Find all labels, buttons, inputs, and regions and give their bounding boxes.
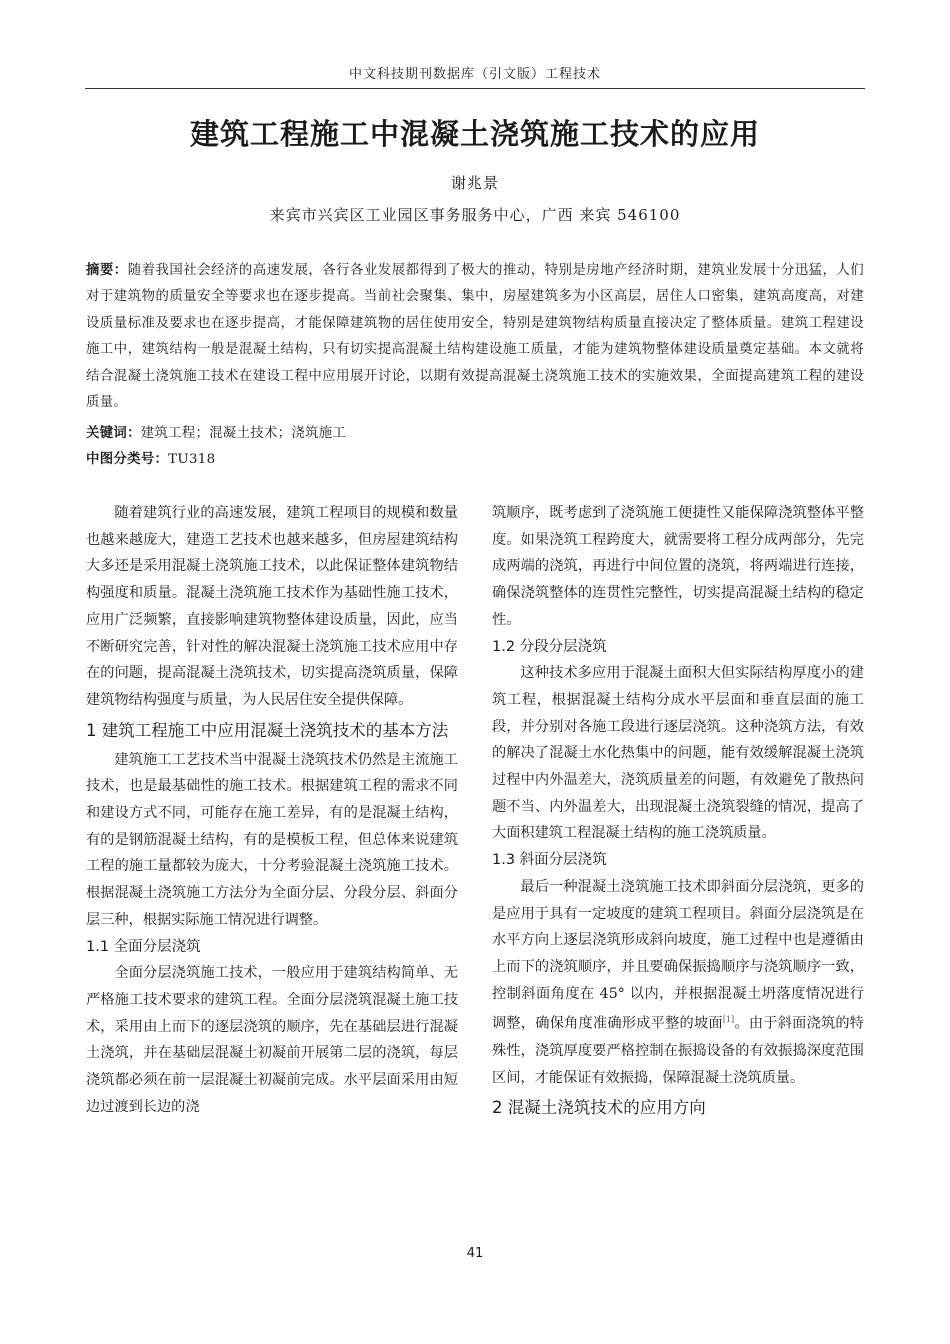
author-affiliation: 来宾市兴宾区工业园区事务服务中心，广西 来宾 546100 — [269, 206, 681, 224]
section-2-heading: 2 混凝土浇筑技术的应用方向 — [492, 1098, 706, 1118]
section-1-1-heading: 1.1 全面分层浇筑 — [86, 938, 201, 955]
classification-text: TU318 — [168, 452, 216, 467]
section-1-2-paragraph: 这种技术多应用于混凝土面积大但实际结构厚度小的建筑工程，根据混凝土结构分成水平层面和垂直层面的施工段，并分别对各施工段进行逐层浇筑。这种浇筑方法，有效的解决了混凝土水化热集中的问题，能有效缓解混凝土浇筑过程中内外温差大，浇筑质量差的问题，有效避免了散热问题不当、内外温差大，出现混凝土浇筑裂缝的情况，提高了大面积建筑工程混凝土结构的施工浇筑质量。 — [492, 665, 864, 842]
section-1-3-paragraph — [492, 874, 864, 1091]
continued-paragraph: 筑顺序，既考虑到了浇筑施工便捷性又能保障浇筑整体平整度。如果浇筑工程跨度大，就需要将工程分成两部分，先完成两端的浇筑，再进行中间位置的浇筑，将两端进行连接，确保浇筑整体的连贯性完整性，切实提高混凝土结构的稳定性。 — [492, 505, 864, 628]
journal-header: 中文科技期刊数据库（引文版）工程技术 — [85, 62, 865, 89]
abstract-label: 摘要： — [86, 263, 128, 278]
paper-title: 建筑工程施工中混凝土浇筑施工技术的应用 — [189, 117, 760, 151]
section-1-1-paragraph: 全面分层浇筑施工技术，一般应用于建筑结构简单、无严格施工技术要求的建筑工程。全面分层浇筑混凝土施工技术，采用由上而下的逐层浇筑的顺序，先在基础层进行混凝土浇筑，并在基础层混凝土初凝前开展第二层的浇筑，每层浇筑都必须在前一层混凝土初凝前完成。水平层面采用由短边过渡到长边的浇 — [86, 965, 458, 1115]
keywords-label: 关键词： — [86, 426, 141, 441]
abstract — [86, 258, 864, 416]
author-name: 谢兆景 — [450, 174, 499, 192]
left-column — [86, 500, 458, 1120]
abstract-text: 随着我国社会经济的高速发展，各行各业发展都得到了极大的推动，特别是房地产经济时期，建筑业发展十分迅猛，人们对于建筑物的质量安全等要求也在逐步提高。当前社会聚集、集中，房屋建筑多为小区高层，居住人口密集，建筑高度高，对建设质量标准及要求也在逐步提高，才能保障建筑物的居住使用安全，特别是建筑物结构质量直接决定了整体质量。建筑工程建设施工中，建筑结构一般是混凝土结构，只有切实提高混凝土结构建设施工质量，才能为建筑物整体建设质量奠定基础。本文就将结合混凝土浇筑施工技术在建设工程中应用展开讨论，以期有效提高混凝土浇筑施工技术的实施效果，全面提高建筑工程的建设质量。 — [86, 263, 864, 411]
keywords-text: 建筑工程；混凝土技术；浇筑施工 — [140, 426, 347, 441]
section-1-2-heading: 1.2 分段分层浇筑 — [492, 638, 607, 655]
section-1-3-heading: 1.3 斜面分层浇筑 — [492, 852, 607, 869]
section-1-paragraph: 建筑施工工艺技术当中混凝土浇筑技术仍然是主流施工技术，也是最基础性的施工技术。根据建筑工程的需求不同和建设方式不同，可能存在施工差异，有的是混凝土结构，有的是钢筋混凝土结构，有的是模板工程，但总体来说建筑工程的施工量都较为庞大，十分考验混凝土浇筑施工技术。根据混凝土浇筑施工方法分为全面分层、分段分层、斜面分层三种，根据实际施工情况进行调整。 — [86, 751, 458, 928]
intro-paragraph: 随着建筑行业的高速发展，建筑工程项目的规模和数量也越来越庞大，建造工艺技术也越来越多，但房屋建筑结构大多还是采用混凝土浇筑施工技术，以此保证整体建筑物结构强度和质量。混凝土浇筑施工技术作为基础性施工技术，应用广泛频繁，直接影响建筑物整体建设质量，因此，应当不断研究完善，针对性的解决混凝土浇筑施工技术应用中存在的问题，提高混凝土浇筑技术，切实提高浇筑质量，保障建筑物结构强度与质量，为人民居住安全提供保障。 — [86, 505, 458, 708]
citation-ref[interactable]: [1] — [722, 1015, 735, 1025]
section-1-3-text-b: 。由于斜面浇筑的特殊性，浇筑厚度要严格控制在振捣设备的有效振捣深度范围区间，才能保证有效振捣，保障混凝土浇筑质量。 — [492, 1016, 864, 1086]
classification-label: 中图分类号： — [86, 452, 169, 467]
section-1-3-text-a: 最后一种混凝土浇筑施工技术即斜面分层浇筑，更多的是应用于具有一定坡度的建筑工程项目。斜面分层浇筑是在水平方向上逐层浇筑形成斜向坡度，施工过程中也是遵循由上而下的浇筑顺序，并且要确保振捣顺序与浇筑顺序一致，控制斜面角度在 45° 以内，并根据混凝土坍落度情况进行调整，确保角度准确形成平整的坡面 — [492, 878, 864, 1033]
right-column — [492, 500, 864, 1124]
section-1-heading: 1 建筑工程施工中应用混凝土浇筑技术的基本方法 — [86, 720, 449, 740]
page-number: 41 — [466, 1246, 484, 1261]
keywords — [86, 423, 864, 445]
classification-number — [86, 449, 864, 471]
